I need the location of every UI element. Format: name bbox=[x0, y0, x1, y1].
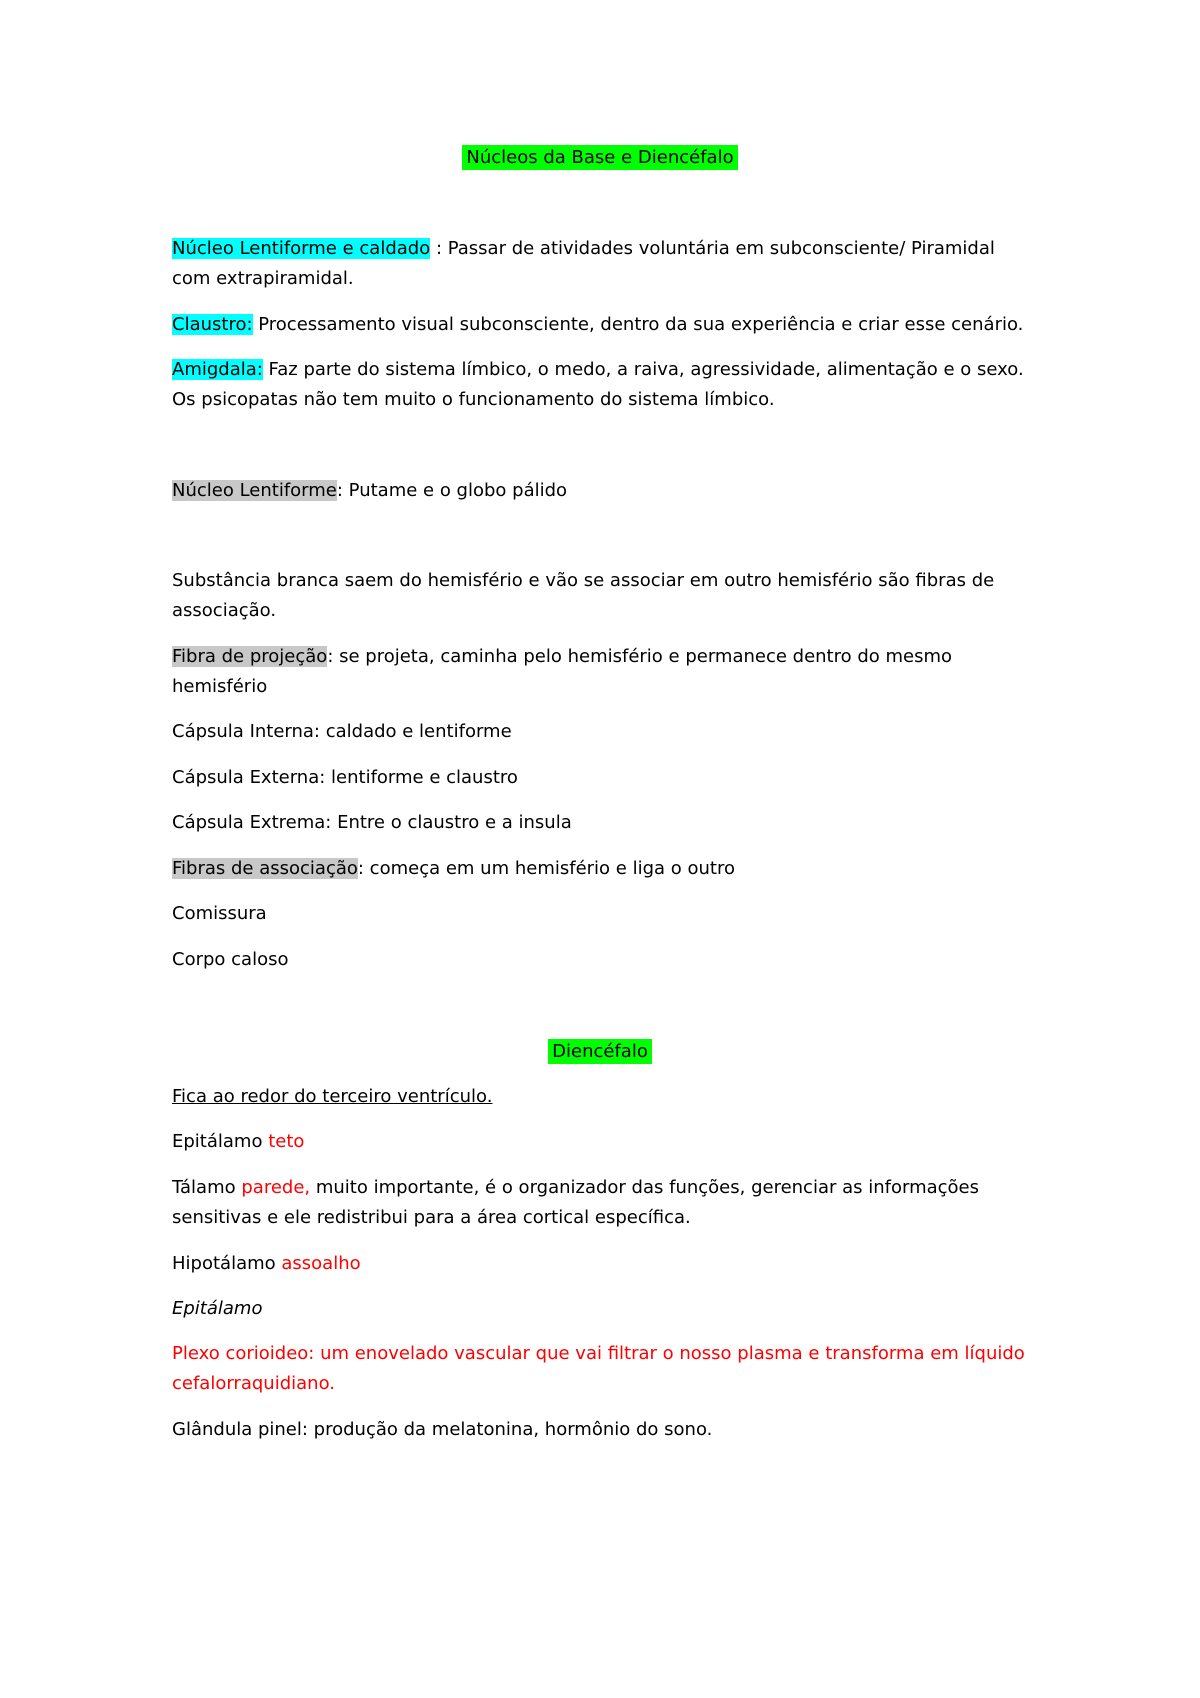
paragraph-text: muito importante, é o organizador das funções, gerenciar as informações bbox=[310, 1177, 980, 1198]
paragraph-continuation bbox=[172, 388, 775, 412]
section-title: Diencéfalo bbox=[548, 1039, 652, 1064]
paragraph-text: Substância branca saem do hemisfério e vão se associar em outro hemisfério são fibras de bbox=[172, 570, 995, 591]
paragraph-text: Processamento visual subconsciente, dentro da sua experiência e criar esse cenário. bbox=[252, 314, 1024, 335]
paragraph-text: : Putame e o globo pálido bbox=[336, 480, 568, 501]
paragraph-text: : se projeta, caminha pelo hemisfério e permanece dentro do mesmo bbox=[327, 646, 953, 667]
paragraph-text: hemisfério bbox=[172, 676, 268, 697]
paragraph-continuation bbox=[172, 267, 354, 291]
term-nucleo-lentiforme: Núcleo Lentiforme bbox=[172, 480, 337, 501]
document-title-row bbox=[0, 146, 1200, 170]
paragraph-continuation bbox=[172, 599, 276, 623]
paragraph-text: Os psicopatas não tem muito o funcionamento do sistema límbico. bbox=[172, 389, 775, 410]
document-title: Núcleos da Base e Diencéfalo bbox=[462, 145, 737, 170]
paragraph-continuation bbox=[172, 675, 267, 699]
paragraph-continuation bbox=[172, 1372, 335, 1396]
paragraph-fibra-projecao bbox=[172, 645, 952, 669]
paragraph-text: Tálamo bbox=[172, 1177, 242, 1198]
paragraph-text: Faz parte do sistema límbico, o medo, a raiva, agressividade, alimentação e o sexo. bbox=[262, 359, 1024, 380]
paragraph-fibras-associacao bbox=[172, 857, 735, 881]
paragraph-text: associação. bbox=[172, 600, 277, 621]
term-lentiforme-caldado: Núcleo Lentiforme e caldado bbox=[172, 238, 431, 259]
paragraph-text: Epitálamo bbox=[172, 1131, 269, 1152]
paragraph-claustro bbox=[172, 313, 1023, 337]
paragraph-nucleo-lentiforme bbox=[172, 479, 567, 503]
paragraph-substancia-branca bbox=[172, 569, 994, 593]
paragraph-capsula-interna: Cápsula Interna: caldado e lentiforme bbox=[172, 721, 512, 742]
paragraph-continuation bbox=[172, 1206, 691, 1230]
paragraph-amigdala bbox=[172, 358, 1024, 382]
paragraph-terceiro-ventriculo: Fica ao redor do terceiro ventrículo. bbox=[172, 1086, 493, 1107]
paragraph-corpo-caloso: Corpo caloso bbox=[172, 949, 289, 970]
paragraph-capsula-externa: Cápsula Externa: lentiforme e claustro bbox=[172, 767, 518, 788]
paragraph-text: com extrapiramidal. bbox=[172, 268, 354, 289]
paragraph-text: cefalorraquidiano. bbox=[172, 1373, 335, 1394]
heading-epitalamo: Epitálamo bbox=[172, 1298, 263, 1319]
paragraph-lentiforme-caldado bbox=[172, 237, 995, 261]
paragraph-text: Hipotálamo bbox=[172, 1253, 282, 1274]
paragraph-hipotalamo bbox=[172, 1252, 361, 1276]
red-term-teto: teto bbox=[268, 1131, 305, 1152]
term-fibra-projecao: Fibra de projeção bbox=[172, 646, 328, 667]
term-amigdala: Amigdala: bbox=[172, 359, 263, 380]
term-claustro: Claustro: bbox=[172, 314, 253, 335]
paragraph-text: : começa em um hemisfério e liga o outro bbox=[357, 858, 735, 879]
paragraph-plexo-corioideo bbox=[172, 1342, 1025, 1366]
paragraph-talamo bbox=[172, 1176, 979, 1200]
paragraph-glandula-pineal: Glândula pinel: produção da melatonina, hormônio do sono. bbox=[172, 1419, 713, 1440]
paragraph-comissura: Comissura bbox=[172, 903, 267, 924]
red-term-assoalho: assoalho bbox=[281, 1253, 361, 1274]
paragraph-capsula-extrema: Cápsula Extrema: Entre o claustro e a insula bbox=[172, 812, 572, 833]
section-title-row bbox=[0, 1040, 1200, 1064]
paragraph-text: : Passar de atividades voluntária em subconsciente/ Piramidal bbox=[430, 238, 995, 259]
paragraph-text: Plexo corioideo: um enovelado vascular que vai filtrar o nosso plasma e transforma em líquido bbox=[172, 1343, 1025, 1364]
term-fibras-associacao: Fibras de associação bbox=[172, 858, 358, 879]
paragraph-text: sensitivas e ele redistribui para a área cortical específica. bbox=[172, 1207, 691, 1228]
red-term-parede: parede, bbox=[241, 1177, 311, 1198]
paragraph-epitalamo bbox=[172, 1130, 304, 1154]
